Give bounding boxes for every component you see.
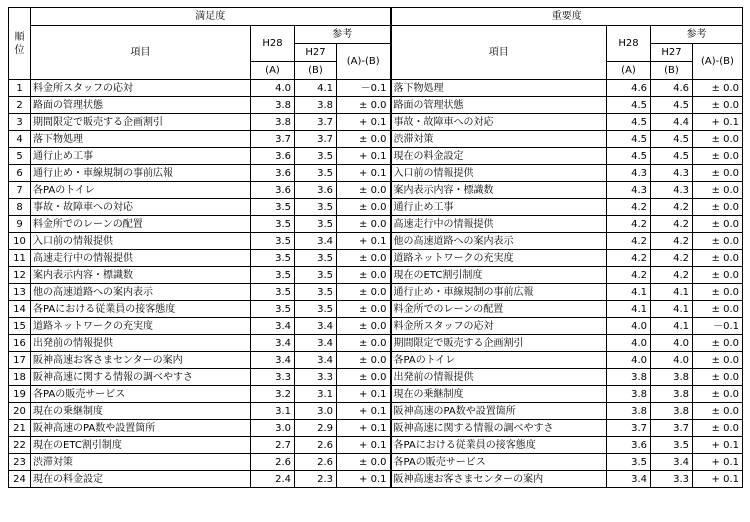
importance-diff-cell: ± 0.0 — [693, 165, 743, 182]
satisfaction-item-cell: 期間限定で販売する企画割引 — [31, 114, 251, 131]
importance-reference-header: 参考 — [651, 26, 743, 44]
importance-h28-cell: 4.6 — [607, 80, 651, 97]
importance-h27-cell: 3.4 — [651, 454, 693, 471]
satisfaction-diff-cell: ± 0.0 — [337, 318, 391, 335]
satisfaction-item-cell: 阪神高速に関する情報の調べやすさ — [31, 369, 251, 386]
rank-cell: 6 — [9, 165, 31, 182]
satisfaction-diff-cell: ± 0.0 — [337, 454, 391, 471]
importance-h28-cell: 3.6 — [607, 437, 651, 454]
table-row — [9, 233, 743, 250]
rank-cell: 2 — [9, 97, 31, 114]
importance-item-cell: 阪神高速のPA数や設置箇所 — [391, 403, 607, 420]
importance-diff-cell: ± 0.0 — [693, 403, 743, 420]
rank-cell: 11 — [9, 250, 31, 267]
importance-item-cell: 料金所でのレーンの配置 — [391, 301, 607, 318]
satisfaction-h28-cell: 3.5 — [251, 267, 295, 284]
survey-table-container — [8, 7, 743, 488]
satisfaction-h27-cell: 3.7 — [295, 114, 337, 131]
satisfaction-item-cell: 入口前の情報提供 — [31, 233, 251, 250]
table-row — [9, 114, 743, 131]
satisfaction-diff-cell: ± 0.0 — [337, 216, 391, 233]
rank-cell: 10 — [9, 233, 31, 250]
satisfaction-item-cell: 現在の料金設定 — [31, 471, 251, 488]
satisfaction-h27-cell: 3.4 — [295, 335, 337, 352]
importance-h28-cell: 4.3 — [607, 165, 651, 182]
importance-h27-cell: 3.8 — [651, 369, 693, 386]
importance-h28-cell: 3.8 — [607, 369, 651, 386]
satisfaction-h27-cell: 3.5 — [295, 267, 337, 284]
table-row — [9, 335, 743, 352]
satisfaction-h28-cell: 3.2 — [251, 386, 295, 403]
satisfaction-h28-cell: 4.0 — [251, 80, 295, 97]
satisfaction-diff-cell: + 0.1 — [337, 437, 391, 454]
satisfaction-diff-cell: + 0.1 — [337, 386, 391, 403]
importance-h28-cell: 4.5 — [607, 97, 651, 114]
satisfaction-h27-cell: 3.5 — [295, 284, 337, 301]
satisfaction-diff-cell: + 0.1 — [337, 165, 391, 182]
satisfaction-h27-cell: 3.5 — [295, 250, 337, 267]
table-row — [9, 471, 743, 488]
importance-diff-cell: ± 0.0 — [693, 233, 743, 250]
importance-h28-header: H28 — [607, 26, 651, 62]
importance-header: 重要度 — [391, 8, 743, 26]
importance-h27-cell: 4.1 — [651, 301, 693, 318]
satisfaction-h27-cell: 2.6 — [295, 437, 337, 454]
importance-h27-cell: 4.2 — [651, 199, 693, 216]
satisfaction-item-cell: 各PAにおける従業員の接客態度 — [31, 301, 251, 318]
importance-diff-header: (A)-(B) — [693, 44, 743, 80]
importance-diff-cell: ± 0.0 — [693, 131, 743, 148]
importance-diff-cell: ± 0.0 — [693, 250, 743, 267]
satisfaction-diff-cell: + 0.1 — [337, 148, 391, 165]
importance-diff-cell: ± 0.0 — [693, 420, 743, 437]
importance-h27-cell: 3.8 — [651, 386, 693, 403]
importance-item-cell: 入口前の情報提供 — [391, 165, 607, 182]
table-row — [9, 80, 743, 97]
satisfaction-diff-cell: ± 0.0 — [337, 352, 391, 369]
satisfaction-h28-cell: 3.5 — [251, 199, 295, 216]
importance-h27-cell: 4.3 — [651, 165, 693, 182]
rank-cell: 13 — [9, 284, 31, 301]
importance-item-cell: 期間限定で販売する企画割引 — [391, 335, 607, 352]
satisfaction-h28-cell: 3.8 — [251, 97, 295, 114]
satisfaction-h27-cell: 3.3 — [295, 369, 337, 386]
importance-diff-cell: ± 0.0 — [693, 352, 743, 369]
importance-b-label: (B) — [651, 62, 693, 80]
importance-h28-cell: 3.7 — [607, 420, 651, 437]
importance-h27-cell: 4.1 — [651, 318, 693, 335]
importance-item-cell: 各PAの販売サービス — [391, 454, 607, 471]
satisfaction-item-cell: 他の高速道路への案内表示 — [31, 284, 251, 301]
rank-cell: 4 — [9, 131, 31, 148]
satisfaction-item-cell: 現在のETC割引制度 — [31, 437, 251, 454]
importance-h28-cell: 4.0 — [607, 352, 651, 369]
importance-h27-cell: 3.8 — [651, 403, 693, 420]
importance-h27-cell: 3.7 — [651, 420, 693, 437]
table-row — [9, 437, 743, 454]
satisfaction-item-cell: 通行止め・車線規制の事前広報 — [31, 165, 251, 182]
importance-diff-cell: ± 0.0 — [693, 80, 743, 97]
importance-h28-cell: 4.2 — [607, 267, 651, 284]
satisfaction-item-cell: 路面の管理状態 — [31, 97, 251, 114]
importance-h28-cell: 4.3 — [607, 182, 651, 199]
satisfaction-item-cell: 料金所でのレーンの配置 — [31, 216, 251, 233]
rank-cell: 19 — [9, 386, 31, 403]
rank-cell: 24 — [9, 471, 31, 488]
importance-item-cell: 現在の料金設定 — [391, 148, 607, 165]
importance-diff-cell: ± 0.0 — [693, 182, 743, 199]
table-row — [9, 250, 743, 267]
importance-diff-cell: ± 0.0 — [693, 301, 743, 318]
rank-cell: 16 — [9, 335, 31, 352]
importance-diff-cell: + 0.1 — [693, 437, 743, 454]
satisfaction-item-cell: 料金所スタッフの応対 — [31, 80, 251, 97]
importance-diff-cell: ± 0.0 — [693, 216, 743, 233]
importance-a-label: (A) — [607, 62, 651, 80]
importance-item-cell: 各PAのトイレ — [391, 352, 607, 369]
satisfaction-h28-cell: 2.6 — [251, 454, 295, 471]
importance-diff-cell: + 0.1 — [693, 114, 743, 131]
rank-cell: 1 — [9, 80, 31, 97]
rank-cell: 8 — [9, 199, 31, 216]
satisfaction-h27-cell: 3.1 — [295, 386, 337, 403]
satisfaction-diff-cell: ± 0.0 — [337, 182, 391, 199]
importance-item-cell: 現在の乗継制度 — [391, 386, 607, 403]
satisfaction-item-cell: 渋滞対策 — [31, 454, 251, 471]
importance-diff-cell: ± 0.0 — [693, 369, 743, 386]
table-row — [9, 148, 743, 165]
rank-header: 順 位 — [9, 8, 31, 80]
importance-h27-cell: 4.6 — [651, 80, 693, 97]
satisfaction-diff-cell: + 0.1 — [337, 403, 391, 420]
importance-h27-cell: 4.2 — [651, 267, 693, 284]
satisfaction-diff-cell: + 0.1 — [337, 114, 391, 131]
satisfaction-diff-cell: ± 0.0 — [337, 301, 391, 318]
importance-item-header: 項目 — [391, 26, 607, 80]
satisfaction-item-cell: 道路ネットワークの充実度 — [31, 318, 251, 335]
satisfaction-h27-cell: 4.1 — [295, 80, 337, 97]
rank-cell: 22 — [9, 437, 31, 454]
satisfaction-h28-cell: 3.5 — [251, 233, 295, 250]
importance-diff-cell: ± 0.0 — [693, 267, 743, 284]
rank-cell: 18 — [9, 369, 31, 386]
importance-h28-cell: 4.5 — [607, 114, 651, 131]
satisfaction-h27-cell: 3.4 — [295, 318, 337, 335]
importance-item-cell: 路面の管理状態 — [391, 97, 607, 114]
table-row — [9, 301, 743, 318]
header-row-2 — [9, 26, 743, 44]
importance-h27-cell: 4.5 — [651, 148, 693, 165]
rank-cell: 3 — [9, 114, 31, 131]
table-row — [9, 216, 743, 233]
satisfaction-diff-cell: ± 0.0 — [337, 369, 391, 386]
importance-h27-cell: 4.5 — [651, 131, 693, 148]
satisfaction-h27-cell: 3.5 — [295, 199, 337, 216]
satisfaction-item-cell: 案内表示内容・標識数 — [31, 267, 251, 284]
satisfaction-h27-cell: 2.6 — [295, 454, 337, 471]
importance-h27-cell: 4.2 — [651, 233, 693, 250]
satisfaction-h27-cell: 3.7 — [295, 131, 337, 148]
satisfaction-h27-cell: 3.5 — [295, 148, 337, 165]
satisfaction-h28-cell: 3.0 — [251, 420, 295, 437]
header-row-1 — [9, 8, 743, 26]
satisfaction-diff-cell: + 0.1 — [337, 233, 391, 250]
satisfaction-h28-cell: 3.6 — [251, 182, 295, 199]
satisfaction-h28-cell: 3.5 — [251, 284, 295, 301]
satisfaction-h28-cell: 3.1 — [251, 403, 295, 420]
importance-diff-cell: + 0.1 — [693, 454, 743, 471]
satisfaction-h27-cell: 3.0 — [295, 403, 337, 420]
satisfaction-diff-cell: ± 0.0 — [337, 131, 391, 148]
satisfaction-diff-cell: ± 0.0 — [337, 199, 391, 216]
satisfaction-h28-cell: 3.3 — [251, 369, 295, 386]
importance-h28-cell: 4.2 — [607, 216, 651, 233]
importance-item-cell: 落下物処理 — [391, 80, 607, 97]
table-row — [9, 454, 743, 471]
importance-h28-cell: 3.5 — [607, 454, 651, 471]
satisfaction-h27-cell: 3.5 — [295, 165, 337, 182]
satisfaction-h28-cell: 2.7 — [251, 437, 295, 454]
importance-h27-cell: 4.3 — [651, 182, 693, 199]
importance-h27-cell: 3.5 — [651, 437, 693, 454]
importance-diff-cell: ± 0.0 — [693, 284, 743, 301]
importance-h28-cell: 4.1 — [607, 301, 651, 318]
satisfaction-item-cell: 事故・故障車への対応 — [31, 199, 251, 216]
table-row — [9, 199, 743, 216]
importance-h27-cell: 4.4 — [651, 114, 693, 131]
table-row — [9, 403, 743, 420]
importance-item-cell: 道路ネットワークの充実度 — [391, 250, 607, 267]
importance-diff-cell: ± 0.0 — [693, 97, 743, 114]
table-row — [9, 352, 743, 369]
satisfaction-item-cell: 出発前の情報提供 — [31, 335, 251, 352]
importance-h28-cell: 4.2 — [607, 233, 651, 250]
satisfaction-diff-cell: －0.1 — [337, 80, 391, 97]
satisfaction-h27-header: H27 — [295, 44, 337, 62]
importance-h27-cell: 4.2 — [651, 250, 693, 267]
satisfaction-h27-cell: 3.5 — [295, 216, 337, 233]
importance-h28-cell: 4.0 — [607, 318, 651, 335]
rank-cell: 23 — [9, 454, 31, 471]
satisfaction-item-cell: 各PAの販売サービス — [31, 386, 251, 403]
importance-item-cell: 通行止め・車線規制の事前広報 — [391, 284, 607, 301]
rank-cell: 14 — [9, 301, 31, 318]
table-row — [9, 267, 743, 284]
importance-item-cell: 各PAにおける従業員の接客態度 — [391, 437, 607, 454]
importance-item-cell: 現在のETC割引制度 — [391, 267, 607, 284]
importance-diff-cell: ± 0.0 — [693, 386, 743, 403]
table-row — [9, 97, 743, 114]
rank-cell: 20 — [9, 403, 31, 420]
table-row — [9, 386, 743, 403]
importance-item-cell: 通行止め工事 — [391, 199, 607, 216]
importance-h28-cell: 3.8 — [607, 386, 651, 403]
satisfaction-item-cell: 阪神高速のPA数や設置箇所 — [31, 420, 251, 437]
importance-item-cell: 渋滞対策 — [391, 131, 607, 148]
satisfaction-diff-cell: + 0.1 — [337, 471, 391, 488]
importance-h28-cell: 3.8 — [607, 403, 651, 420]
importance-item-cell: 阪神高速に関する情報の調べやすさ — [391, 420, 607, 437]
importance-diff-cell: －0.1 — [693, 318, 743, 335]
table-row — [9, 131, 743, 148]
satisfaction-a-label: (A) — [251, 62, 295, 80]
satisfaction-item-cell: 現在の乗継制度 — [31, 403, 251, 420]
satisfaction-diff-cell: + 0.1 — [337, 420, 391, 437]
satisfaction-item-cell: 阪神高速お客さまセンターの案内 — [31, 352, 251, 369]
importance-h28-cell: 4.5 — [607, 148, 651, 165]
rank-cell: 12 — [9, 267, 31, 284]
rank-cell: 7 — [9, 182, 31, 199]
importance-item-cell: 阪神高速お客さまセンターの案内 — [391, 471, 607, 488]
satisfaction-h28-cell: 3.4 — [251, 318, 295, 335]
satisfaction-h27-cell: 3.5 — [295, 301, 337, 318]
satisfaction-h28-header: H28 — [251, 26, 295, 62]
satisfaction-h28-cell: 3.5 — [251, 301, 295, 318]
importance-h28-cell: 4.0 — [607, 335, 651, 352]
satisfaction-item-cell: 各PAのトイレ — [31, 182, 251, 199]
importance-h27-cell: 4.5 — [651, 97, 693, 114]
importance-h28-cell: 4.2 — [607, 250, 651, 267]
satisfaction-item-header: 項目 — [31, 26, 251, 80]
importance-diff-cell: ± 0.0 — [693, 148, 743, 165]
importance-item-cell: 高速走行中の情報提供 — [391, 216, 607, 233]
importance-h28-cell: 4.2 — [607, 199, 651, 216]
importance-h27-cell: 4.2 — [651, 216, 693, 233]
satisfaction-header: 満足度 — [31, 8, 391, 26]
importance-h27-cell: 4.0 — [651, 352, 693, 369]
importance-item-cell: 他の高速道路への案内表示 — [391, 233, 607, 250]
importance-h28-cell: 3.4 — [607, 471, 651, 488]
importance-diff-cell: + 0.1 — [693, 471, 743, 488]
importance-diff-cell: ± 0.0 — [693, 199, 743, 216]
satisfaction-diff-header: (A)-(B) — [337, 44, 391, 80]
rank-cell: 17 — [9, 352, 31, 369]
satisfaction-h28-cell: 3.6 — [251, 165, 295, 182]
rank-cell: 9 — [9, 216, 31, 233]
satisfaction-diff-cell: ± 0.0 — [337, 97, 391, 114]
satisfaction-h28-cell: 3.7 — [251, 131, 295, 148]
satisfaction-h27-cell: 3.4 — [295, 352, 337, 369]
importance-item-cell: 事故・故障車への対応 — [391, 114, 607, 131]
rank-cell: 15 — [9, 318, 31, 335]
satisfaction-item-cell: 落下物処理 — [31, 131, 251, 148]
importance-item-cell: 出発前の情報提供 — [391, 369, 607, 386]
table-row — [9, 165, 743, 182]
table-row — [9, 369, 743, 386]
satisfaction-diff-cell: ± 0.0 — [337, 267, 391, 284]
importance-h27-cell: 4.1 — [651, 284, 693, 301]
satisfaction-item-cell: 通行止め工事 — [31, 148, 251, 165]
rank-cell: 5 — [9, 148, 31, 165]
importance-h28-cell: 4.5 — [607, 131, 651, 148]
importance-h27-cell: 3.3 — [651, 471, 693, 488]
satisfaction-h28-cell: 2.4 — [251, 471, 295, 488]
satisfaction-h27-cell: 3.6 — [295, 182, 337, 199]
satisfaction-h28-cell: 3.4 — [251, 335, 295, 352]
satisfaction-diff-cell: ± 0.0 — [337, 250, 391, 267]
satisfaction-h27-cell: 2.9 — [295, 420, 337, 437]
satisfaction-h27-cell: 3.4 — [295, 233, 337, 250]
satisfaction-diff-cell: ± 0.0 — [337, 284, 391, 301]
importance-item-cell: 料金所スタッフの応対 — [391, 318, 607, 335]
satisfaction-h27-cell: 2.3 — [295, 471, 337, 488]
satisfaction-b-label: (B) — [295, 62, 337, 80]
satisfaction-h28-cell: 3.6 — [251, 148, 295, 165]
table-row — [9, 284, 743, 301]
satisfaction-h28-cell: 3.5 — [251, 250, 295, 267]
satisfaction-item-cell: 高速走行中の情報提供 — [31, 250, 251, 267]
satisfaction-h28-cell: 3.5 — [251, 216, 295, 233]
table-row — [9, 318, 743, 335]
satisfaction-h28-cell: 3.4 — [251, 352, 295, 369]
satisfaction-h28-cell: 3.8 — [251, 114, 295, 131]
importance-h27-header: H27 — [651, 44, 693, 62]
table-row — [9, 182, 743, 199]
rank-cell: 21 — [9, 420, 31, 437]
importance-item-cell: 案内表示内容・標識数 — [391, 182, 607, 199]
survey-ranking-table — [8, 7, 743, 488]
satisfaction-diff-cell: ± 0.0 — [337, 335, 391, 352]
satisfaction-h27-cell: 3.8 — [295, 97, 337, 114]
importance-diff-cell: ± 0.0 — [693, 335, 743, 352]
importance-h28-cell: 4.1 — [607, 284, 651, 301]
satisfaction-reference-header: 参考 — [295, 26, 391, 44]
importance-h27-cell: 4.0 — [651, 335, 693, 352]
table-row — [9, 420, 743, 437]
